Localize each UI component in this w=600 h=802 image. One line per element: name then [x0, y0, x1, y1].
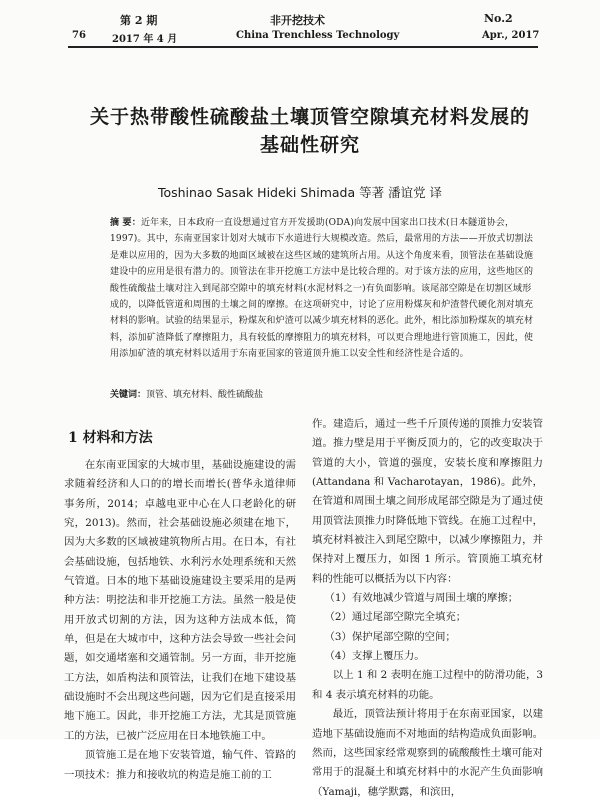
section-heading: 1 材料和方法 — [68, 430, 153, 446]
header-no: No.2 — [484, 12, 513, 25]
header-rule — [68, 46, 538, 48]
list-item: （4）支撑上覆压力。 — [324, 650, 425, 663]
header-date: 2017 年 4 月 — [112, 34, 178, 45]
paper-title-line1: 关于热带酸性硫酸盐土壤顶管空隙填充材料发展的 — [89, 106, 530, 128]
header-journal-en: China Trenchless Technology — [236, 30, 400, 41]
paper-title-line2: 基础性研究 — [259, 134, 360, 156]
keywords-label: 关键词： — [110, 390, 147, 400]
list-item: （2）通过尾部空隙完全填充； — [324, 611, 467, 624]
abstract — [110, 215, 537, 363]
header-issue: 第 2 期 — [120, 14, 158, 27]
body-paragraph: 以上 1 和 2 表明在施工过程中的防滑功能，3 和 4 表示填充材料的功能。 — [312, 669, 543, 701]
body-paragraph: 最近，顶管法预计将用于在东南亚国家，以建造地下基础设施而不对地面的结构造成负面影响。然而，这些国家经常观察到的硫酸酸性土壤可能对常用于的混凝土和填充材料中的水泥产生负面影响（Yamaji，穗学默露，和滨田， — [312, 708, 543, 798]
body-paragraph: 在东南亚国家的大城市里，基础设施建设的需求随着经济和人口的的增长而增长(普华永道律师事务所，2014；卓越电亚中心在人口老龄化的研究，2013)。然而，社会基础设施必须建在地下，因为大多数的区域被建筑物所占用。在日本，有社会基础设施，包括地铁、水利污水处理系统和天然气管道。日本的地下基础设施建设主要采用的是两种方法：明挖法和非开挖施工方法。虽然一般是使用开放式切割的方法，因为这种方法成本低，简单，但是在大城市中，这种方法会导致一些社会问题，如交通堵塞和交通管制。另一方面，非开挖施工方法，如盾构法和顶管法，让我们在地下建设基础设施时不会出现这些问题，因为它们是直接采用地下施工。因此，非开挖施工方法，尤其是顶管施工的方法，已被广泛应用在日本地铁施工中。 — [64, 459, 296, 742]
abstract-text: 近年来，日本政府一直设想通过官方开发援助(ODA)向发展中国家出口技术(日本隧道协会，1997)。其中，东南亚国家计划对大城市下水道进行大规模改造。然后，最常用的方法——开放式切割法是难以应用的，因为大多数的地面区域被在这些区域的建筑所占用。从这个角度来看，顶管法在基础设施建设中的应用是很有潜力的。顶管法在非开挖施工方法中是比较合理的。对于该方法的应用，这些地区的酸性硫酸盐土壤对注入到尾部空隙中的填充材料(水泥材料之一)有负面影响。该尾部空隙是在切割区域形成的，以降低管道和周围的土壤之间的摩擦。在这项研究中，讨论了应用粉煤灰和炉渣替代硬化剂对填充材料的影响。试验的结果显示，粉煤灰和炉渣可以减少填充材料的恶化。此外，相比添加粉煤灰的填充材料，添加矿渣降低了摩擦阻力，具有较低的摩擦阻力的填充材料，可以更合理地进行管顶施工，因此，使用添加矿渣的填充材料以适用于东南亚国家的管道顶升施工以安全性和经济性是合适的。 — [110, 218, 534, 360]
list-item: （1）有效地减少管道与周围土壤的摩擦； — [324, 592, 519, 605]
list-item: （3）保护尾部空隙的空间； — [324, 630, 456, 643]
body-paragraph: 顶管施工是在地下安装管道，输气件、管路的一项技术：推力和接收坑的构造是施工前的工 — [64, 749, 296, 781]
keywords-text: 顶管、填充材料、酸性硫酸盐 — [146, 390, 264, 400]
left-column — [64, 456, 296, 785]
paper-authors: Toshinao Sasak Hideki Shimada 等著 潘谊党 译 — [157, 185, 443, 200]
header-page-number: 76 — [72, 30, 86, 41]
header-month: Apr., 2017 — [482, 30, 540, 41]
body-paragraph: 作。建造后，通过一些千斤顶传递的顶推力安装管道。推力壁是用于平衡反顶力的，它的改变取决于管道的大小，管道的强度，安装长度和摩擦阻力(Attandana 和 Vacharotayan，1986)。此外，在管道和周围土壤之间形成尾部空隙是为了通过使用顶管法顶推力时降低地下管线。在施工过程中，填充材料被注入到尾空隙中，以减少摩擦阻力，并保持对上覆压力，如图 1 所示。管顶施工填充材料的性能可以概括为以下内容： — [312, 418, 543, 585]
header-journal-cn: 非开挖技术 — [270, 14, 325, 27]
right-column — [312, 415, 543, 802]
abstract-label: 摘 要： — [110, 218, 141, 228]
keywords — [110, 387, 537, 400]
